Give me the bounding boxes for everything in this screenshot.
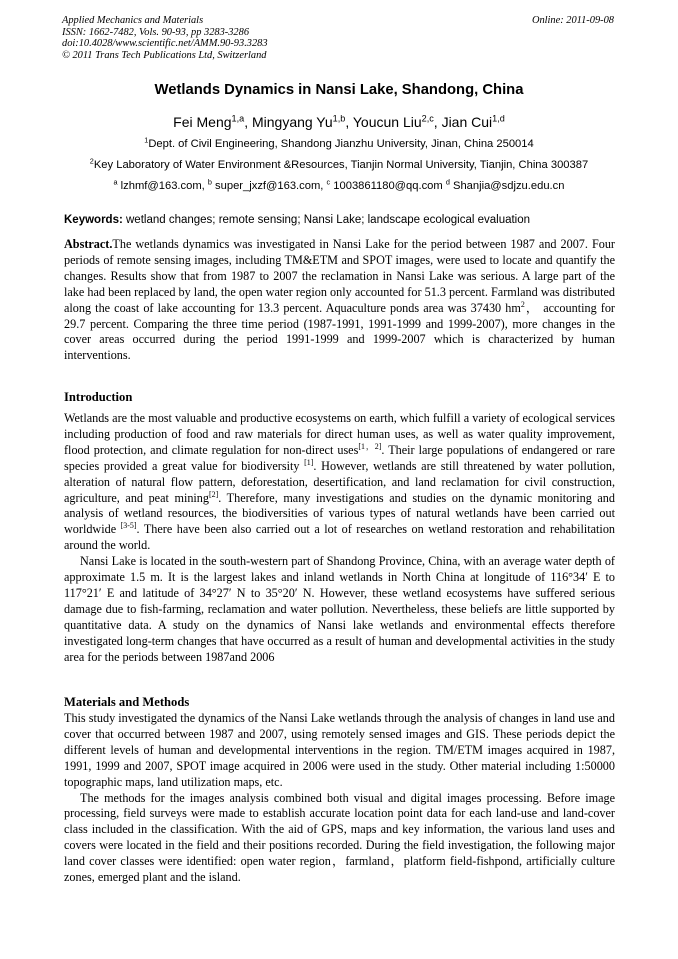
email-mark: a — [113, 177, 118, 187]
email-text: 1003861180@qq.com — [330, 180, 446, 192]
intro-text: . There have been also carried out a lot of researches on wetland restoration and rehabilitation around the world. — [64, 522, 616, 553]
affiliation-text: Dept. of Civil Engineering, Shandong Jianzhu University, Jinan, China 250014 — [148, 138, 534, 150]
journal-name: Applied Mechanics and Materials — [62, 15, 204, 26]
affiliation-2 — [0, 156, 678, 171]
intro-text: . Therefore, many investigations and studies on the dynamic monitoring and analysis of wetland resources, the biodiversities of various types of natural wetlands have been carried out worldwide — [64, 490, 615, 537]
author-affil-mark: 1,a — [231, 113, 245, 124]
citation: [1，2] — [358, 441, 382, 451]
email-list — [0, 177, 678, 192]
author-name: Fei Meng — [173, 114, 232, 130]
affiliation-1 — [0, 135, 678, 150]
author-affil-mark: 1,d — [492, 113, 505, 124]
keywords — [64, 214, 616, 226]
citation: [1] — [304, 457, 314, 467]
introduction-paragraph-2: Nansi Lake is located in the south-western part of Shandong Province, China, with an average water depth of approximate 1.5 m. It is the largest lakes and inland wetlands in North China at longitude of 116°34′ E to 117°21′ E and latitude of 34°27′ N to 35°20′ N. However, these wetland ecosystems have suffered serious damage due to fish-farming, reclamation and water pollution. Nevertheless, these beliefs are little supported by quantitative data. A study on the dynamics of Nansi lake wetlands and environmental effects therefore investigated long-term changes that have occurred as a result of human and developmental activities in the study area for the periods between 1987and 2006 — [64, 554, 615, 664]
introduction-heading: Introduction — [64, 390, 133, 404]
author-separator: , — [433, 114, 442, 130]
paper-title: Wetlands Dynamics in Nansi Lake, Shandong, China — [154, 82, 524, 98]
abstract — [64, 237, 615, 364]
keywords-label: Keywords: — [64, 214, 123, 226]
methods-paragraph-1: This study investigated the dynamics of the Nansi Lake wetlands through the analysis of changes in land use and cover that occurred between 1987 and 2007, using remotely sensed images and GIS. These periods depict the different levels of human and developmental interventions in the region. TM/ETM images acquired in 1987, 1991, 1999 and 2007, SPOT image acquired in 2006 were used in the study. Other material including 1:50000 topographic maps, land utilization maps, etc. — [64, 711, 615, 789]
citation: [2] — [209, 489, 219, 499]
author-separator: , — [244, 114, 252, 130]
copyright-line: © 2011 Trans Tech Publications Ltd, Switzerland — [62, 49, 267, 61]
introduction-paragraph-1 — [64, 411, 615, 554]
methods-body — [64, 711, 615, 886]
affiliation-mark: 1 — [144, 135, 149, 145]
issn-line: ISSN: 1662-7482, Vols. 90-93, pp 3283-3286 — [62, 26, 250, 38]
doi-line: doi:10.4028/www.scientific.net/AMM.90-93.3283 — [62, 38, 268, 49]
online-date: Online: 2011-09-08 — [531, 15, 614, 26]
email-text: Shanjia@sdjzu.edu.cn — [449, 180, 565, 192]
author-name: Jian Cui — [441, 114, 493, 130]
methods-heading: Materials and Methods — [64, 695, 190, 709]
introduction-body — [64, 411, 615, 666]
author-name: Youcun Liu — [352, 114, 422, 130]
affiliation-text: Key Laboratory of Water Environment &Resources, Tianjin Normal University, Tianjin, China 300387 — [93, 159, 589, 171]
abstract-superscript: 2 — [520, 299, 525, 309]
abstract-label: Abstract. — [64, 237, 113, 251]
author-name: Mingyang Yu — [251, 114, 333, 130]
citation: [3-5] — [120, 521, 137, 531]
email-text: super_jxzf@163.com, — [211, 180, 327, 192]
author-affil-mark: 2,c — [421, 113, 434, 124]
intro-text: . Their large populations of endangered or rare species provided a great value for biodiversity — [64, 442, 616, 473]
email-mark: c — [326, 177, 331, 187]
email-text: lzhmf@163.com, — [117, 180, 208, 192]
methods-paragraph-2: The methods for the images analysis combined both visual and digital images processing. Before image processing, field surveys were made to establish accurate location point data for each land-use and land-cover class included in the classification. With the aid of GPS, maps and key information, the various land uses and covers were located in the field and their positions recorded. During the field investigation, the following major land cover classes were identified: open water region，farmland，platform field-fishpond, artificially culture zones, emerged plant and the island. — [64, 790, 615, 885]
author-affil-mark: 1,b — [332, 113, 346, 124]
email-mark: d — [445, 177, 450, 187]
abstract-text-end: ， accounting for 29.7 percent. Comparing the three time period (1987-1991, 1991-1999 and 1999-2007), more changes in the cover areas occurred during the period 1991-1999 and 1999-2007 which is characterized by human interventions. — [64, 300, 615, 363]
author-list — [0, 114, 678, 130]
author-separator: , — [345, 114, 353, 130]
intro-text: Wetlands are the most valuable and productive ecosystems on earth, which fulfill a variety of ecological services including production of food and raw materials for direct human uses, as well as water quality improvement, flood protection, and climate regulation for non-direct uses — [64, 411, 615, 457]
abstract-text: The wetlands dynamics was investigated in Nansi Lake for the period between 1987 and 2007. Four periods of remote sensing images, including TM&ETM and SPOT images, were used to locate and quantify the changes. Results show that from 1987 to 2007 the reclamation in Nansi Lake was serious. A large part of the lake had been replaced by land, the open water region only accounted for 51.3 percent. Farmland was distributed along the coast of lake accounting for 13.3 percent. Aquaculture ponds area was 37430 hm — [64, 237, 615, 315]
journal-info — [62, 15, 268, 61]
intro-text: . However, wetlands are still threatened by water pollution, alteration of natural flow pattern, deforestation, desertification, and land reclamation for civil construction, agriculture, and peat mining — [64, 458, 615, 505]
keywords-text: wetland changes; remote sensing; Nansi Lake; landscape ecological evaluation — [122, 214, 531, 226]
affiliation-mark: 2 — [89, 156, 94, 166]
email-mark: b — [207, 177, 212, 187]
